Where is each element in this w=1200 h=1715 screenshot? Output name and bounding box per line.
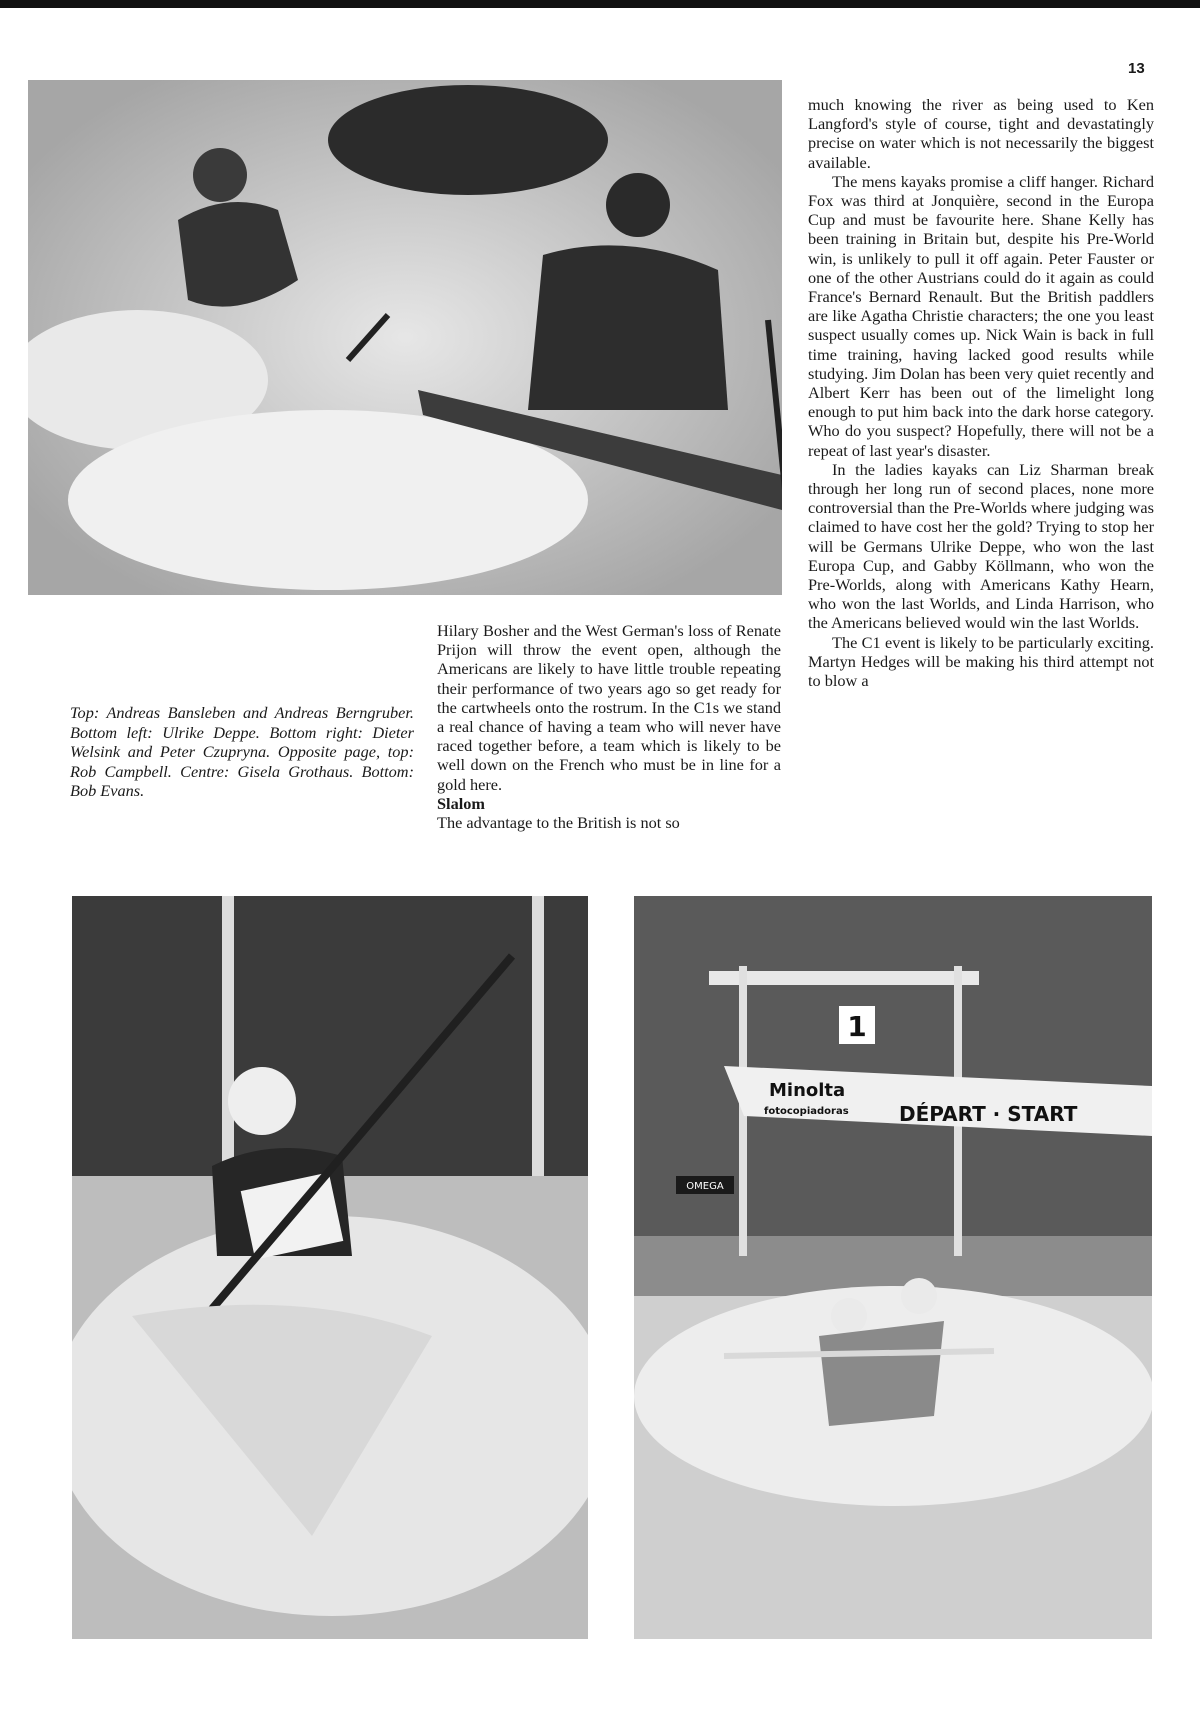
page-number: 13 bbox=[1128, 60, 1145, 77]
paragraph: In the ladies kayaks can Liz Sharman break through her long run of second places, none more controversial than the Pre-Worlds where judging was claimed to have cost her the gold? Trying to stop her will be Germans Ulrike Deppe, who won the last Europa Cup, and Gabby Köllmann, who won the Pre-Worlds, along with Americans Kathy Hearn, who won the last Worlds, and Linda Harrison, who the Americans believed would win the last Worlds. bbox=[808, 459, 1154, 633]
top-rule bbox=[0, 0, 1200, 8]
paragraph: The mens kayaks promise a cliff hanger. Richard Fox was third at Jonquière, second in the Europa Cup and must be favourite here. Shane Kelly has been training in Britain but, despite his Pre-World win, is unlikely to pull it off again. Peter Fauster or one of the other Austrians could do it again as could France's Bernard Renault. But the British paddlers are like Agatha Christie characters; the one you least suspect usually comes up. Nick Wain is back in full time training, having lacked good results while studying. Jim Dolan has been very quiet recently and Albert Kerr has been out of the limelight long enough to put him back into the dark horse category. Who do you suspect? Hopefully, there will not be a repeat of last year's disaster. bbox=[808, 171, 1154, 460]
section-heading: Slalom bbox=[437, 793, 485, 813]
paragraph: The C1 event is likely to be particularly exciting. Martyn Hedges will be making his third attempt not to blow a bbox=[808, 632, 1154, 691]
paragraph: much knowing the river as being used to Ken Langford's style of course, tight and devastatingly precise on water which is not necessarily the biggest available. bbox=[808, 95, 1154, 172]
gate-number: 1 bbox=[847, 1010, 867, 1043]
omega-sign: OMEGA bbox=[686, 1181, 724, 1192]
photo-caption: Top: Andreas Bansleben and Andreas Berngruber. Bottom left: Ulrike Deppe. Bottom right: Dieter Welsink and Peter Czupryna. Opposite page, top: Rob Campbell. Centre: Gisela Grothaus. Bottom: Bob Evans. bbox=[70, 703, 414, 800]
banner-start-text: DÉPART · START bbox=[899, 1102, 1078, 1126]
paragraph: The advantage to the British is not so bbox=[437, 813, 680, 833]
article-right-column bbox=[808, 95, 1154, 690]
article-middle-column bbox=[437, 621, 781, 832]
paragraph: Hilary Bosher and the West German's loss of Renate Prijon will throw the event open, although the Americans are likely to have little trouble repeating their performance of two years ago so get ready for the cartwheels onto the rostrum. In the C1s we stand a real chance of having a team who will never have raced together before, a team which is likely to be well down on the French who must be in line for a gold here. bbox=[437, 621, 781, 794]
banner-sub: fotocopiadoras bbox=[764, 1106, 849, 1117]
photo-bottom-right bbox=[634, 896, 1152, 1639]
banner-brand: Minolta bbox=[769, 1080, 846, 1101]
photo-bottom-left bbox=[72, 896, 588, 1639]
photo-top bbox=[28, 80, 782, 595]
